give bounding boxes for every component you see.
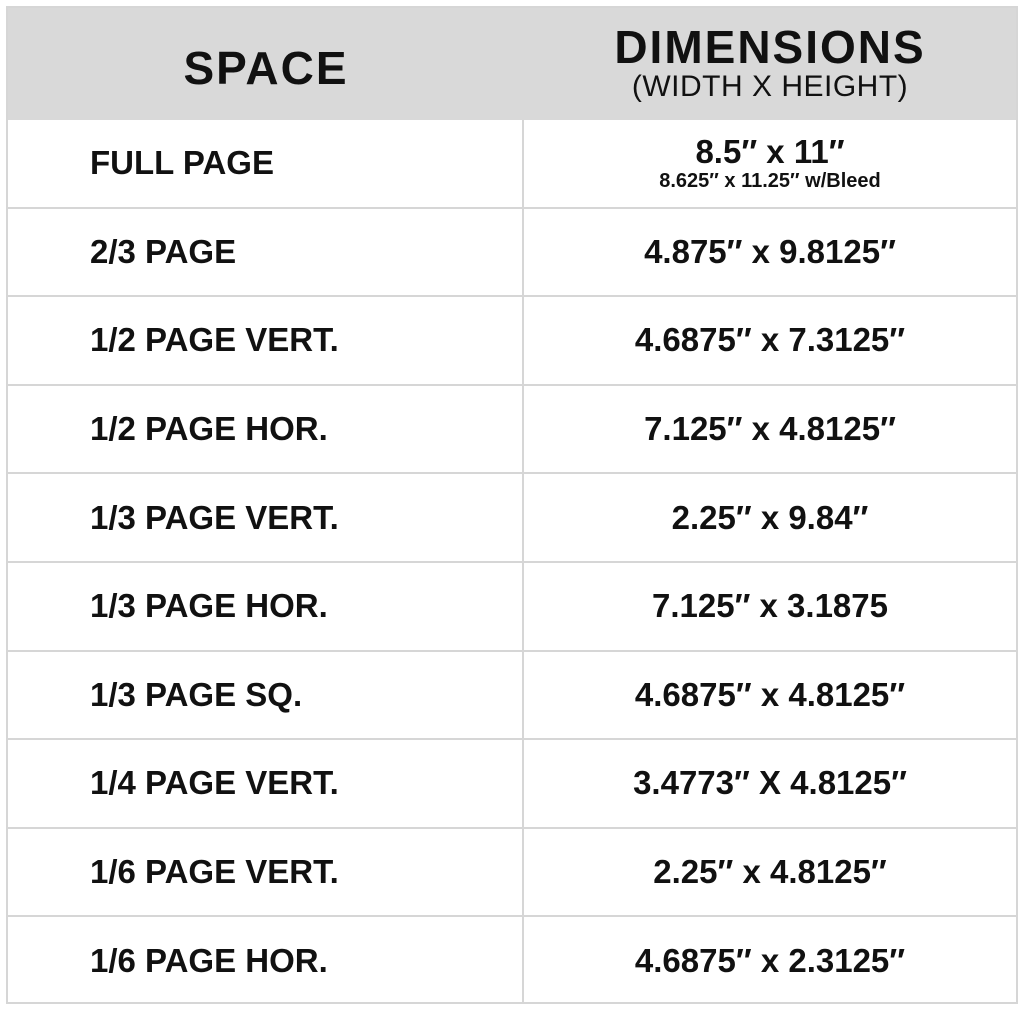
- space-cell: 1/6 PAGE HOR.: [8, 917, 524, 1004]
- space-cell: 1/3 PAGE SQ.: [8, 652, 524, 739]
- dimensions-cell: [524, 563, 1016, 650]
- space-cell: 2/3 PAGE: [8, 209, 524, 296]
- dimensions-value: 4.6875″ x 7.3125″: [634, 321, 906, 359]
- dimensions-value: 2.25″ x 9.84″: [671, 498, 869, 536]
- space-cell: 1/3 PAGE VERT.: [8, 474, 524, 561]
- table-row: [8, 561, 1016, 650]
- dimensions-header-subtitle: (WIDTH X HEIGHT): [631, 70, 909, 103]
- dimensions-value: 4.6875″ x 4.8125″: [634, 675, 906, 713]
- space-cell: 1/3 PAGE HOR.: [8, 563, 524, 650]
- table-row: [8, 120, 1016, 207]
- dimensions-cell: [524, 474, 1016, 561]
- space-cell: 1/2 PAGE HOR.: [8, 386, 524, 473]
- table-row: [8, 207, 1016, 296]
- dimensions-cell: [524, 652, 1016, 739]
- table-body: [8, 120, 1016, 1004]
- bleed-note: 8.625″ x 11.25″ w/Bleed: [659, 170, 881, 193]
- table-header: [8, 8, 1016, 120]
- dimensions-header-title: DIMENSIONS: [614, 21, 926, 73]
- table-row: [8, 384, 1016, 473]
- space-column-header: SPACE: [183, 42, 349, 94]
- table-row: [8, 915, 1016, 1004]
- space-cell: 1/2 PAGE VERT.: [8, 297, 524, 384]
- dimensions-value: 4.875″ x 9.8125″: [644, 232, 896, 270]
- dimensions-value: 3.4773″ X 4.8125″: [633, 764, 907, 802]
- dimensions-cell: [524, 297, 1016, 384]
- dimensions-cell: [524, 917, 1016, 1004]
- table-row: [8, 295, 1016, 384]
- table-row: [8, 738, 1016, 827]
- space-cell: 1/4 PAGE VERT.: [8, 740, 524, 827]
- ad-size-table: [6, 6, 1018, 1004]
- dimensions-cell: [524, 120, 1016, 207]
- dimensions-value: 8.5″ x 11″: [695, 133, 845, 171]
- dimensions-cell: [524, 829, 1016, 916]
- dimensions-value: 7.125″ x 4.8125″: [644, 410, 896, 448]
- dimensions-cell: [524, 386, 1016, 473]
- table-row: [8, 472, 1016, 561]
- space-cell: 1/6 PAGE VERT.: [8, 829, 524, 916]
- table-row: [8, 650, 1016, 739]
- table-row: [8, 827, 1016, 916]
- dimensions-cell: [524, 740, 1016, 827]
- dimensions-value: 7.125″ x 3.1875: [651, 587, 888, 625]
- dimensions-value: 4.6875″ x 2.3125″: [634, 941, 906, 979]
- space-cell: FULL PAGE: [8, 120, 524, 207]
- dimensions-column-header: [524, 8, 1016, 120]
- dimensions-value: 2.25″ x 4.8125″: [653, 853, 887, 891]
- dimensions-cell: [524, 209, 1016, 296]
